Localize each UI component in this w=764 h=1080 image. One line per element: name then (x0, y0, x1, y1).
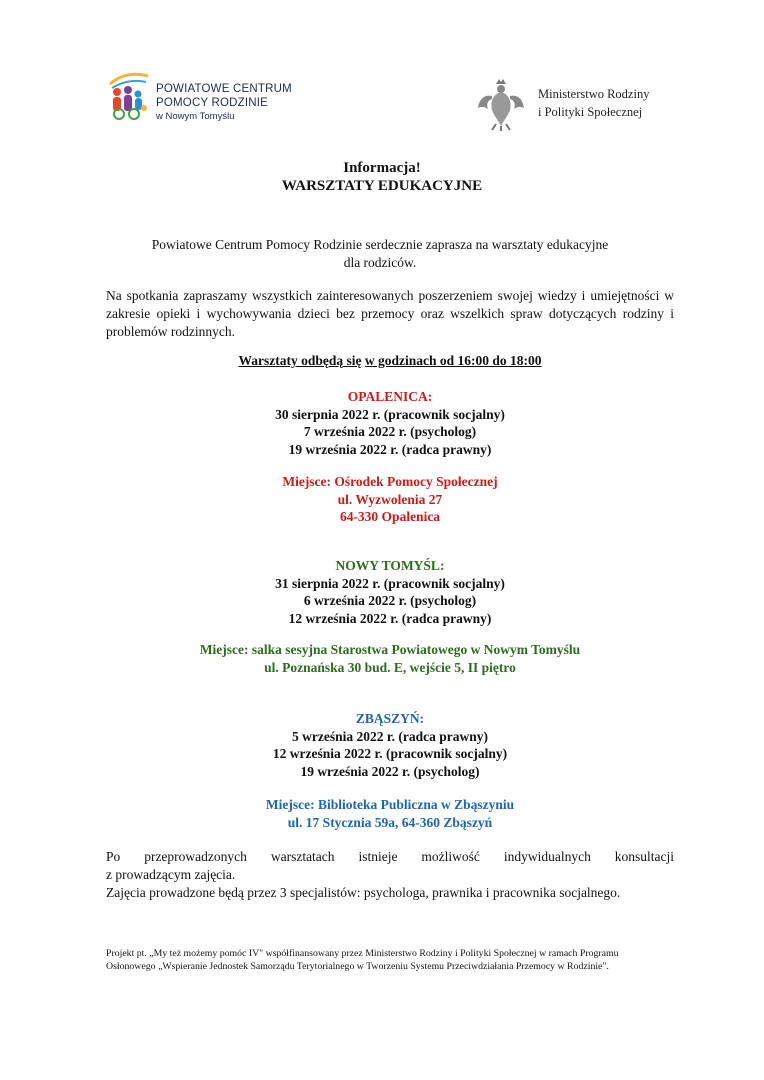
location-date: 7 września 2022 r. (psycholog) (303, 424, 477, 439)
hours-line (0, 353, 764, 369)
place-line: ul. Wyzwolenia 27 (337, 491, 443, 507)
location-zbaszyn (0, 710, 764, 780)
project-footer: Projekt pt. „My też możemy pomóc IV" współfinansowany przez Ministerstwo Rodziny i Polityki Społecznej w ramach Programu Osłonowego „Wspieranie Jednostek Samorządu Terytorialnego w Tworzeniu Systemu Przeciwdziałania Przemocy w Rodzinie". (106, 948, 619, 972)
location-city: NOWY TOMYŚL: (335, 558, 445, 573)
location-nowy-tomysl (0, 557, 764, 627)
intro-text (120, 236, 640, 272)
place-nowy-tomysl (0, 641, 764, 676)
title-heading: Informacja! (343, 160, 421, 176)
eagle-emblem-icon (476, 76, 526, 132)
place-opalenica (0, 473, 764, 526)
ministry-line-2: i Polityki Społecznej (538, 105, 643, 119)
consultation-paragraph (106, 848, 674, 902)
pcpr-logo (106, 70, 296, 130)
location-opalenica (0, 388, 764, 458)
family-logo-icon (106, 70, 152, 124)
outro-line-2: z prowadzącym zajęcia. (106, 867, 236, 882)
title-subheading: WARSZTATY EDUKACYJNE (281, 178, 483, 194)
hours-value: w godzinach od 16:00 do 18:00 (364, 353, 542, 368)
location-date: 19 września 2022 r. (radca prawny) (288, 441, 492, 457)
place-line: ul. 17 Stycznia 59a, 64-360 Zbąszyń (287, 814, 493, 830)
intro-line-1: Powiatowe Centrum Pomocy Rodzinie serdecznie zaprasza na warsztaty edukacyjne (151, 237, 609, 252)
place-line: ul. Poznańska 30 bud. E, wejście 5, II piętro (264, 659, 516, 675)
place-line: Miejsce: Biblioteka Publiczna w Zbąszyniu (265, 797, 515, 812)
location-date: 30 sierpnia 2022 r. (pracownik socjalny) (275, 406, 505, 422)
location-date: 31 sierpnia 2022 r. (pracownik socjalny) (275, 575, 505, 591)
description-paragraph: Na spotkania zapraszamy wszystkich zainteresowanych poszerzeniem swojej wiedzy i umiejętności w zakresie opieki i wychowywania dzieci bez przemocy oraz wszelkich spraw dotyczących rodziny i problemów rodzinnych. (106, 288, 674, 339)
logo-line-2: POMOCY RODZINIE (156, 97, 269, 109)
outro-line-1: Po przeprowadzonych warsztatach istnieje możliwość indywidualnych konsultacji (106, 849, 674, 864)
location-date: 19 września 2022 r. (psycholog) (300, 763, 480, 779)
pcpr-logo-text (156, 82, 292, 123)
place-line: Miejsce: salka sesyjna Starostwa Powiatowego w Nowym Tomyślu (199, 642, 581, 657)
logo-line-1: POWIATOWE CENTRUM (156, 83, 292, 95)
place-line: 64-330 Opalenica (339, 509, 441, 524)
outro-line-3: Zajęcia prowadzone będą przez 3 specjalistów: psychologa, prawnika i pracownika socjalnego. (106, 885, 621, 900)
hours-label: Warsztaty odbędą się (238, 353, 362, 368)
ministry-logo (476, 76, 676, 132)
ministry-line-1: Ministerstwo Rodziny (538, 87, 650, 101)
place-line: Miejsce: Ośrodek Pomocy Społecznej (282, 474, 498, 489)
logo-line-3: w Nowym Tomyślu (156, 111, 235, 122)
location-city: OPALENICA: (347, 389, 433, 404)
ministry-logo-text (538, 85, 649, 121)
location-date: 12 września 2022 r. (pracownik socjalny) (272, 746, 508, 761)
intro-line-2: dla rodziców. (343, 255, 417, 270)
location-date: 6 września 2022 r. (psycholog) (303, 593, 477, 608)
location-date: 12 września 2022 r. (radca prawny) (288, 610, 492, 626)
location-date: 5 września 2022 r. (radca prawny) (292, 728, 488, 744)
place-zbaszyn (0, 796, 764, 831)
location-city: ZBĄSZYŃ: (355, 711, 425, 726)
